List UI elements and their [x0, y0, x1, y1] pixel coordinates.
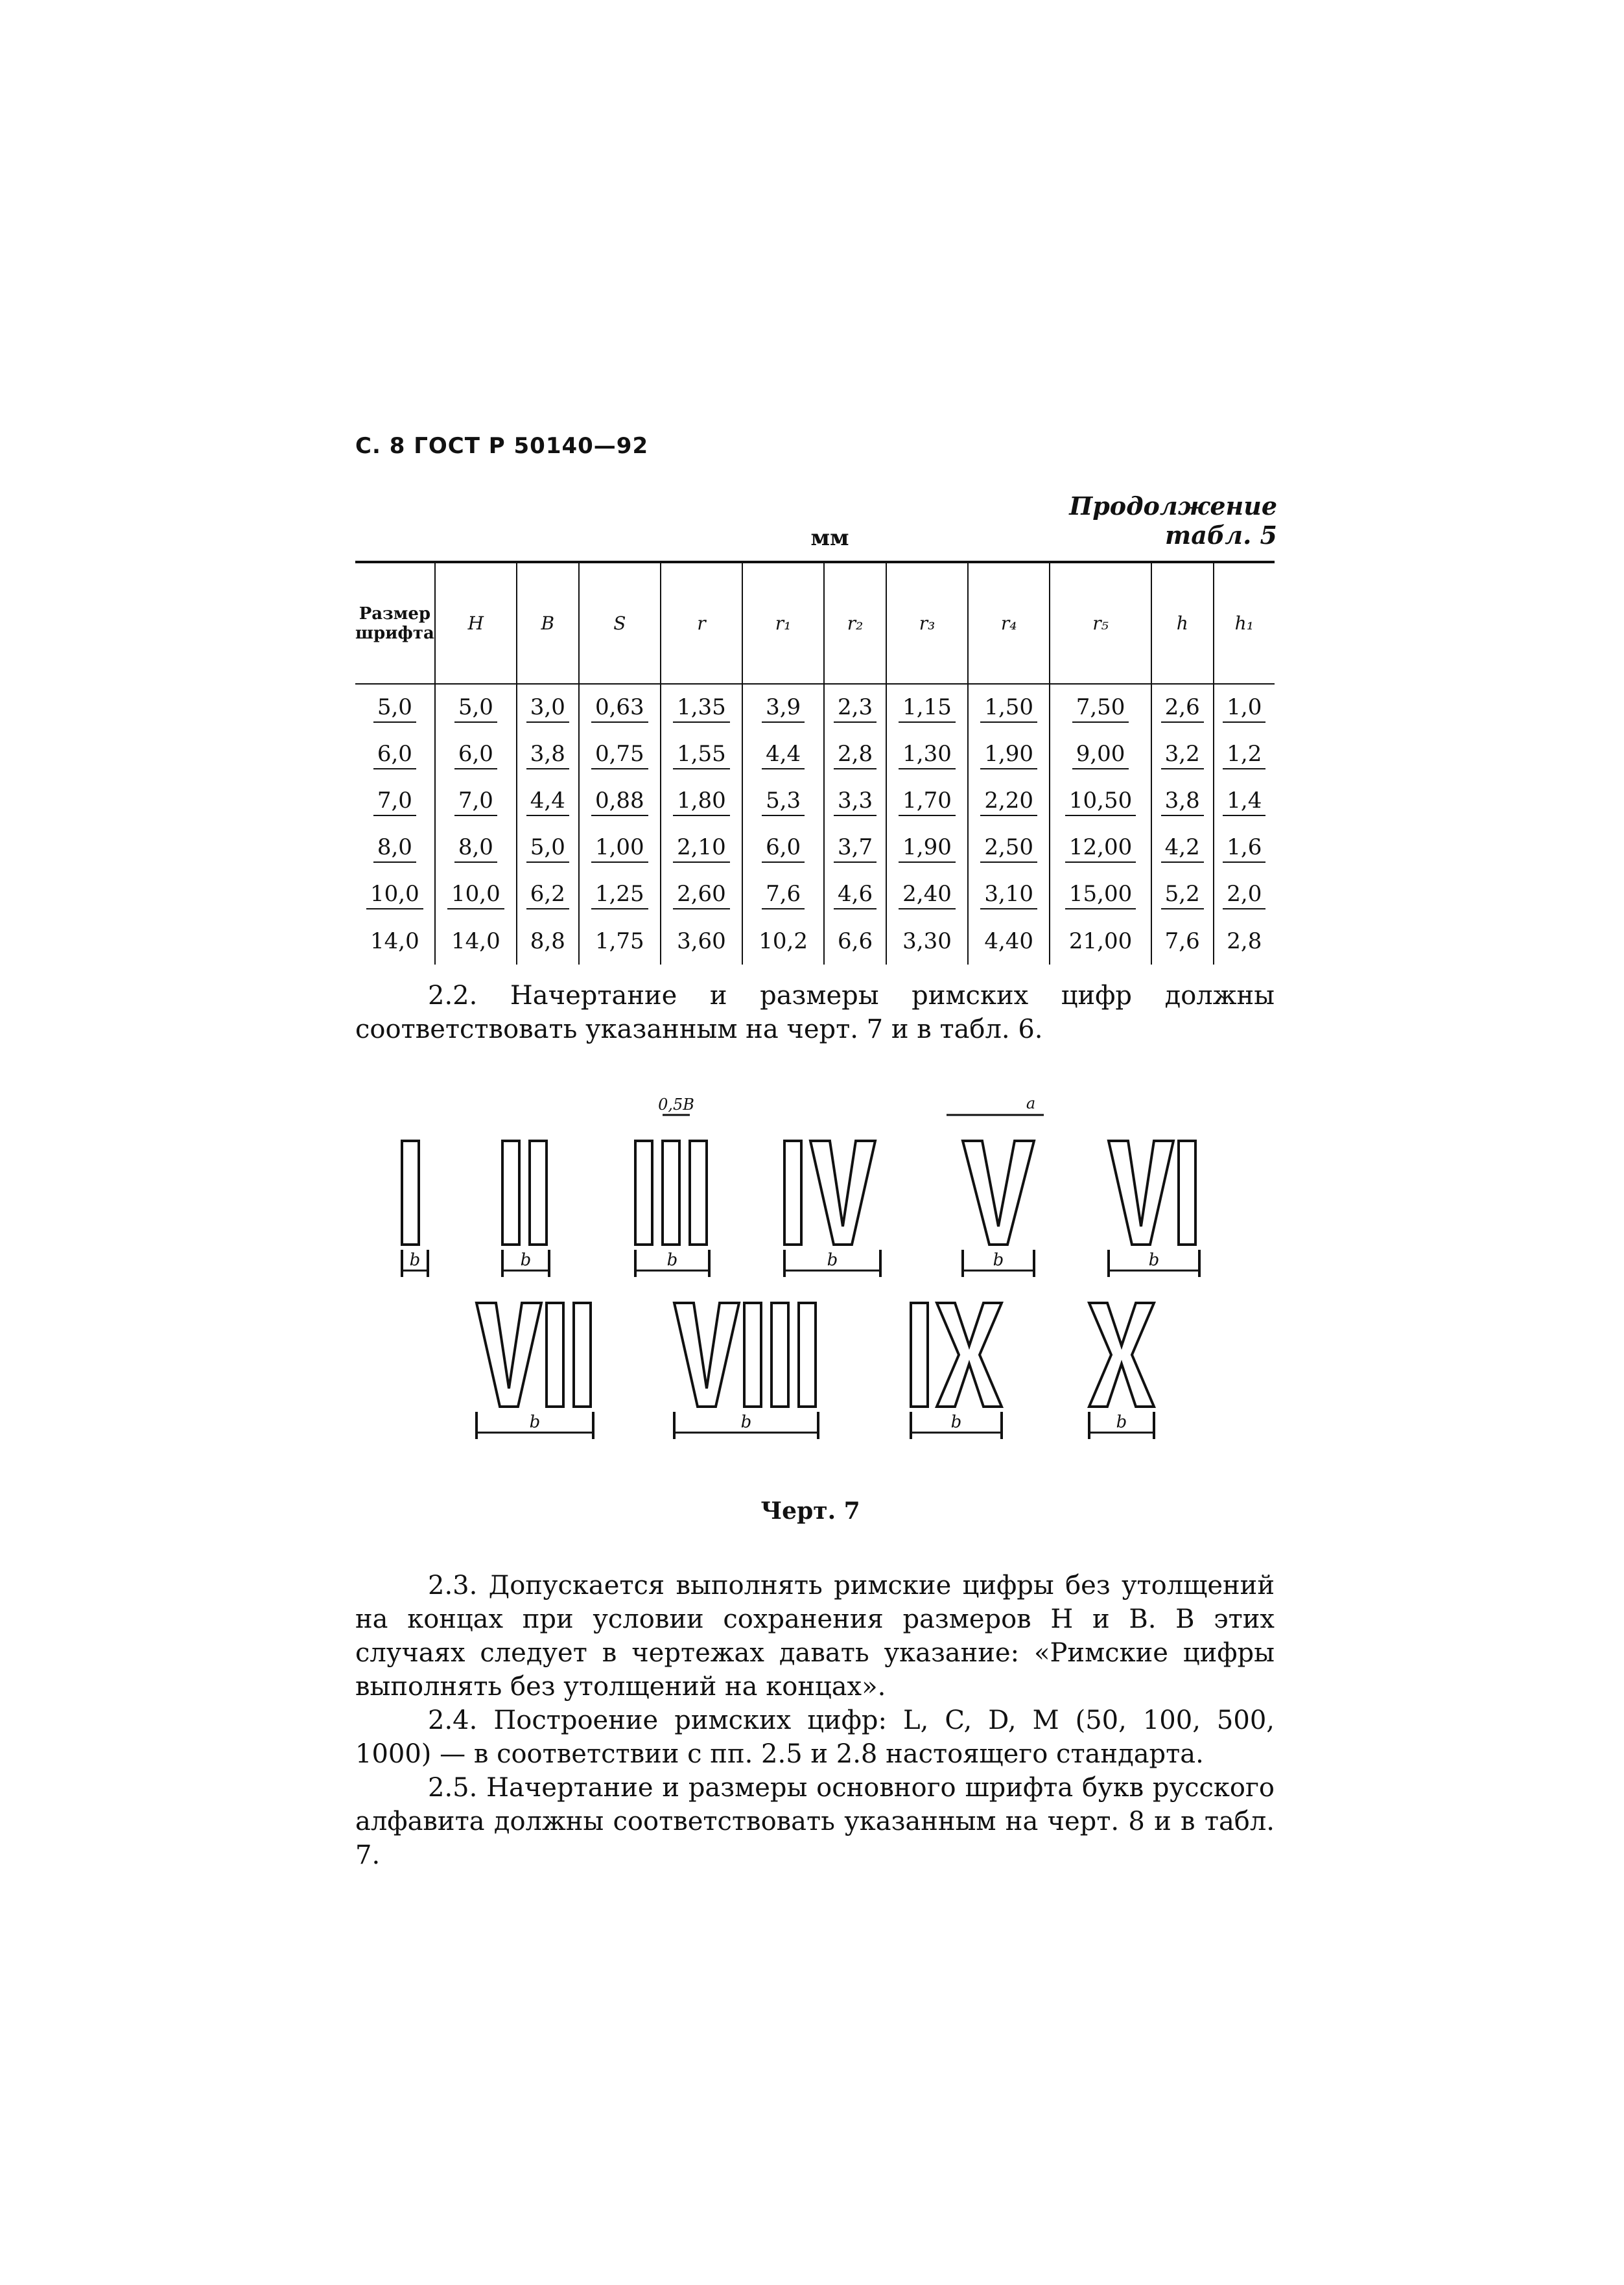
table-cell: [517, 778, 579, 825]
cell-value: 1,80: [673, 786, 730, 816]
table-cell: [824, 871, 886, 918]
table-cell: [661, 731, 742, 778]
cell-value: 7,6: [762, 880, 805, 909]
cell-value: 2,0: [1223, 880, 1265, 909]
cell-value: 14,0: [370, 928, 419, 954]
cell-value: 1,55: [673, 740, 730, 769]
numeral-outline: [547, 1303, 563, 1407]
cell-value: 3,9: [762, 693, 805, 723]
cell-value: 10,0: [447, 880, 504, 909]
table-cell: [1050, 825, 1151, 871]
numeral-outline: [810, 1141, 875, 1245]
table-cell: [886, 684, 968, 731]
numeral-outline: [574, 1303, 591, 1407]
figure-caption: Черт. 7: [760, 1497, 860, 1525]
cell-value: 2,60: [673, 880, 730, 909]
dimension-label: b: [993, 1250, 1004, 1270]
numeral-outline: [1179, 1141, 1195, 1245]
numeral-outline: [530, 1141, 547, 1245]
table-cell: [355, 778, 435, 825]
column-header: B: [517, 562, 579, 684]
cell-value: 5,3: [762, 786, 805, 816]
table-cell: [824, 918, 886, 965]
numeral-outline: [502, 1141, 519, 1245]
paragraph-2-4: [355, 1704, 1275, 1771]
dimension-label: b: [740, 1412, 752, 1432]
cell-value: 3,0: [526, 693, 569, 723]
dimension-label: b: [950, 1412, 962, 1432]
table-cell: [435, 731, 517, 778]
table-cell: [517, 731, 579, 778]
table-cell: [517, 871, 579, 918]
cell-value: 5,0: [373, 693, 416, 723]
cell-value: 7,0: [454, 786, 497, 816]
numeral-outline: [1109, 1141, 1173, 1245]
dimensions-table: [355, 561, 1275, 965]
cell-value: 4,2: [1161, 833, 1204, 863]
table-cell: [968, 778, 1050, 825]
table-cell: [886, 825, 968, 871]
cell-value: 6,0: [454, 740, 497, 769]
table-cell: [661, 825, 742, 871]
table-cell: [579, 731, 661, 778]
table-cell: [968, 918, 1050, 965]
dimension-label: b: [520, 1250, 532, 1270]
table-cell: [1214, 825, 1275, 871]
table-cell: [824, 778, 886, 825]
cell-value: 4,4: [526, 786, 569, 816]
table-continuation-label: Продолжение табл. 5: [1069, 491, 1277, 550]
cell-value: 0,63: [591, 693, 648, 723]
table-cell: [579, 684, 661, 731]
cell-value: 1,0: [1223, 693, 1265, 723]
table-cell: [886, 871, 968, 918]
table-cell: [742, 825, 824, 871]
table-cell: [661, 918, 742, 965]
paragraph-2-5: [355, 1771, 1275, 1872]
cell-value: 7,6: [1164, 928, 1200, 954]
table-cell: [661, 778, 742, 825]
cell-value: 1,30: [899, 740, 956, 769]
table-cell: [435, 871, 517, 918]
table-cell: [1050, 871, 1151, 918]
cell-value: 2,50: [980, 833, 1037, 863]
numeral-outline: [784, 1141, 801, 1245]
numeral-outline: [911, 1303, 928, 1407]
cell-value: 0,75: [591, 740, 648, 769]
table-cell: [355, 684, 435, 731]
cell-value: 6,2: [526, 880, 569, 909]
column-header: r₄: [968, 562, 1050, 684]
cell-value: 1,15: [899, 693, 956, 723]
table-cell: [435, 918, 517, 965]
cell-value: 1,6: [1223, 833, 1265, 863]
cell-value: 1,00: [591, 833, 648, 863]
column-header: H: [435, 562, 517, 684]
cell-value: 5,0: [454, 693, 497, 723]
cell-value: 3,8: [1161, 786, 1204, 816]
cell-value: 15,00: [1065, 880, 1136, 909]
cell-value: 1,75: [594, 928, 644, 954]
table-unit-label: мм: [810, 525, 849, 551]
column-header: r₃: [886, 562, 968, 684]
table-cell: [355, 918, 435, 965]
cell-value: 2,10: [673, 833, 730, 863]
column-header: h: [1151, 562, 1214, 684]
table-cell: [1151, 778, 1214, 825]
cell-value: 5,0: [526, 833, 569, 863]
table-cell: [355, 731, 435, 778]
dimension-label: b: [409, 1250, 421, 1270]
dimension-label: b: [666, 1250, 678, 1270]
table-cell: [742, 731, 824, 778]
paragraph-2-2: [355, 979, 1275, 1046]
cell-value: 9,00: [1072, 740, 1129, 769]
table-cell: [1151, 825, 1214, 871]
cell-value: 6,0: [762, 833, 805, 863]
table-cell: [968, 731, 1050, 778]
table-row: [355, 871, 1275, 918]
table-cell: [579, 871, 661, 918]
column-header: h₁: [1214, 562, 1275, 684]
cell-value: 3,60: [677, 928, 726, 954]
table-cell: [1214, 778, 1275, 825]
table-cell: [886, 731, 968, 778]
table-cell: [1050, 731, 1151, 778]
table-cell: [742, 778, 824, 825]
numeral-outline: [674, 1303, 739, 1407]
table-row: [355, 778, 1275, 825]
dimension-label: b: [1148, 1250, 1160, 1270]
table-cell: [824, 684, 886, 731]
table-cell: [1214, 871, 1275, 918]
cell-value: 5,2: [1161, 880, 1204, 909]
cell-value: 1,70: [899, 786, 956, 816]
cell-value: 2,20: [980, 786, 1037, 816]
cell-value: 10,0: [366, 880, 423, 909]
column-header: r₅: [1050, 562, 1151, 684]
table-cell: [435, 778, 517, 825]
cell-value: 8,8: [530, 928, 565, 954]
cell-value: 3,10: [980, 880, 1037, 909]
cell-value: 14,0: [451, 928, 500, 954]
table-cell: [1050, 684, 1151, 731]
paragraph-text: 2.2. Начертание и размеры римских цифр должны соответствовать указанным на черт. 7 и в табл. 6.: [355, 981, 1275, 1044]
cell-value: 2,6: [1161, 693, 1204, 723]
dimension-label: a: [1026, 1094, 1036, 1112]
table-cell: [886, 918, 968, 965]
paragraph-2-3: [355, 1569, 1275, 1704]
paragraph-text: 2.4. Построение римских цифр: L, C, D, M (50, 100, 500, 1000) — в соответствии с пп. 2.5 и 2.8 настоящего стандарта.: [355, 1705, 1275, 1769]
table-cell: [886, 778, 968, 825]
table-cell: [1214, 731, 1275, 778]
numeral-outline: [477, 1303, 541, 1407]
cell-value: 6,0: [373, 740, 416, 769]
paragraph-text: 2.3. Допускается выполнять римские цифры без утолщений на концах при условии сохранения размеров H и B. В этих случаях следует в чертежах давать указание: «Римские цифры выполнять без утолщений на концах».: [355, 1571, 1275, 1702]
table-cell: [579, 778, 661, 825]
cell-value: 6,6: [838, 928, 873, 954]
numeral-outline: [744, 1303, 761, 1407]
numeral-outline: [635, 1141, 652, 1245]
numeral-outline: [1089, 1303, 1154, 1407]
numeral-outline: [402, 1141, 419, 1245]
cell-value: 2,3: [834, 693, 877, 723]
table-cell: [824, 825, 886, 871]
cell-value: 7,0: [373, 786, 416, 816]
table-cell: [968, 684, 1050, 731]
cell-value: 1,50: [980, 693, 1037, 723]
table-cell: [1151, 684, 1214, 731]
table-cell: [1050, 918, 1151, 965]
numeral-outline: [937, 1303, 1002, 1407]
table-cell: [1050, 778, 1151, 825]
numeral-outline: [663, 1141, 679, 1245]
cell-value: 2,40: [899, 880, 956, 909]
table-cell: [661, 684, 742, 731]
roman-numerals-figure: [363, 1089, 1271, 1510]
table-cell: [968, 825, 1050, 871]
table-cell: [517, 825, 579, 871]
cell-value: 1,4: [1223, 786, 1265, 816]
cell-value: 3,2: [1161, 740, 1204, 769]
cell-value: 8,0: [454, 833, 497, 863]
table-row: [355, 825, 1275, 871]
cell-value: 10,50: [1065, 786, 1136, 816]
cell-value: 8,0: [373, 833, 416, 863]
dimension-label: b: [1116, 1412, 1127, 1432]
table-cell: [579, 825, 661, 871]
table-cell: [435, 684, 517, 731]
table-cell: [355, 871, 435, 918]
dimension-label: b: [529, 1412, 541, 1432]
table-row: [355, 684, 1275, 731]
table-cell: [1151, 871, 1214, 918]
cell-value: 3,7: [834, 833, 877, 863]
column-header: S: [579, 562, 661, 684]
column-header: r₂: [824, 562, 886, 684]
cell-value: 3,8: [526, 740, 569, 769]
table-cell: [1151, 918, 1214, 965]
table-cell: [742, 918, 824, 965]
table-cell: [579, 918, 661, 965]
cell-value: 21,00: [1068, 928, 1133, 954]
cell-value: 7,50: [1072, 693, 1129, 723]
cell-value: 12,00: [1065, 833, 1136, 863]
table-row: [355, 731, 1275, 778]
table-cell: [517, 918, 579, 965]
cell-value: 4,6: [834, 880, 877, 909]
cell-value: 3,3: [834, 786, 877, 816]
table-header-row: [355, 562, 1275, 684]
cell-value: 1,90: [980, 740, 1037, 769]
column-header: Размер шрифта: [355, 562, 435, 684]
table-cell: [742, 684, 824, 731]
column-header: r₁: [742, 562, 824, 684]
cell-value: 4,40: [984, 928, 1034, 954]
table-cell: [968, 871, 1050, 918]
paragraph-text: 2.5. Начертание и размеры основного шрифта букв русского алфавита должны соответствовать указанным на черт. 8 и в табл. 7.: [355, 1773, 1275, 1870]
table-cell: [742, 871, 824, 918]
cell-value: 4,4: [762, 740, 805, 769]
table-row: [355, 918, 1275, 965]
dimension-label: b: [827, 1250, 838, 1270]
cell-value: 0,88: [591, 786, 648, 816]
numeral-outline: [690, 1141, 707, 1245]
cell-value: 1,35: [673, 693, 730, 723]
numeral-outline: [963, 1141, 1034, 1245]
table-cell: [1214, 918, 1275, 965]
numeral-outline: [799, 1303, 816, 1407]
cell-value: 2,8: [1227, 928, 1262, 954]
cell-value: 3,30: [902, 928, 952, 954]
table-cell: [824, 731, 886, 778]
table-cell: [435, 825, 517, 871]
cell-value: 10,2: [759, 928, 808, 954]
table-cell: [1214, 684, 1275, 731]
cell-value: 1,90: [899, 833, 956, 863]
dimension-label: 0,5B: [658, 1096, 694, 1114]
page-header: С. 8 ГОСТ Р 50140—92: [355, 433, 649, 459]
table-cell: [517, 684, 579, 731]
column-header: r: [661, 562, 742, 684]
cell-value: 1,2: [1223, 740, 1265, 769]
table-cell: [355, 825, 435, 871]
cell-value: 1,25: [591, 880, 648, 909]
table-cell: [661, 871, 742, 918]
table-cell: [1151, 731, 1214, 778]
cell-value: 2,8: [834, 740, 877, 769]
numeral-outline: [771, 1303, 788, 1407]
